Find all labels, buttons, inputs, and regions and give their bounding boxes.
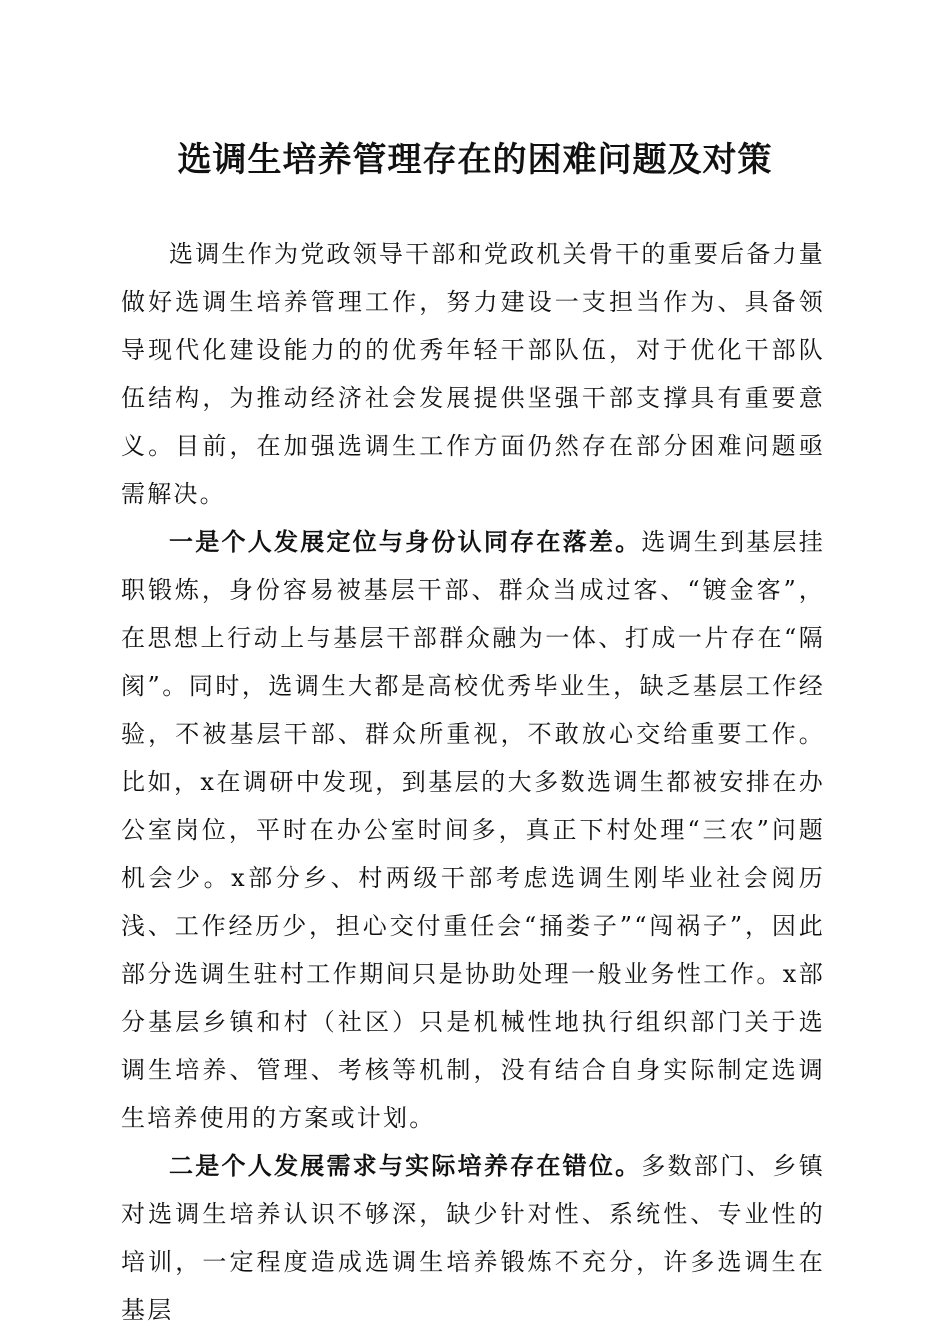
paragraph-point-one-text: 选调生到基层挂职锻炼，身份容易被基层干部、群众当成过客、“镀金客”，在思想上行动上与基层干部群众融为一体、打成一片存在“隔阂”。同时，选调生大都是高校优秀毕业生，缺乏基层工作经验，不被基层干部、群众所重视，不敢放心交给重要工作。比如，x在调研中发现，到基层的大多数选调生都被安排在办公室岗位，平时在办公室时间多，真正下村处理“三农”问题机会少。x部分乡、村两级干部考虑选调生刚毕业社会阅历浅、工作经历少，担心交付重任会“捅娄子”“闯祸子”，因此部分选调生驻村工作期间只是协助处理一般业务性工作。x部分基层乡镇和村（社区）只是机械性地执行组织部门关于选调生培养、管理、考核等机制，没有结合自身实际制定选调生培养使用的方案或计划。 — [121, 528, 825, 1132]
paragraph-intro — [121, 230, 825, 518]
document-body — [121, 230, 825, 1334]
paragraph-point-one-heading: 一是个人发展定位与身份认同存在落差。 — [169, 527, 642, 556]
paragraph-point-one — [121, 518, 825, 1142]
paragraph-point-two — [121, 1142, 825, 1334]
paragraph-point-two-heading: 二是个人发展需求与实际培养存在错位。 — [169, 1151, 642, 1180]
paragraph-point-two-text: 多数部门、乡镇对选调生培养认识不够深，缺少针对性、系统性、专业性的培训，一定程度造成选调生培养锻炼不充分，许多选调生在基层 — [121, 1152, 825, 1324]
paragraph-intro-text: 选调生作为党政领导干部和党政机关骨干的重要后备力量做好选调生培养管理工作，努力建设一支担当作为、具备领导现代化建设能力的的优秀年轻干部队伍，对于优化干部队伍结构，为推动经济社会发展提供坚强干部支撑具有重要意义。目前，在加强选调生工作方面仍然存在部分困难问题亟需解决。 — [121, 240, 825, 508]
document-title: 选调生培养管理存在的困难问题及对策 — [177, 140, 773, 180]
